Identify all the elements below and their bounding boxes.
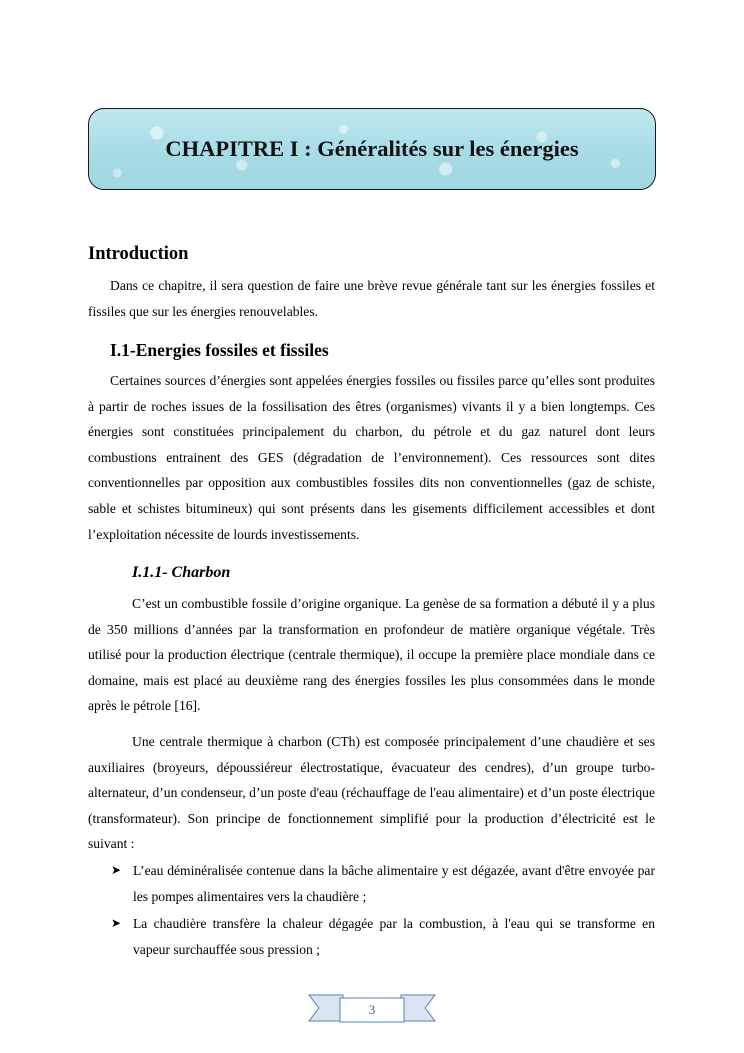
process-steps-list xyxy=(110,858,655,964)
page-number: 3 xyxy=(368,1002,376,1017)
arrow-bullet-icon: ➤ xyxy=(111,916,122,931)
list-item xyxy=(110,858,655,909)
charbon-paragraph-1 xyxy=(88,591,655,719)
charbon-text-2: Une centrale thermique à charbon (CTh) est composée principalement d’une chaudière et ses auxiliaires (broyeurs, dépoussiéreur électrostatique, évacuateur des cendres), d’un groupe turbo-alternateur, d’un condenseur, d’un poste d'eau (réchauffage de l'eau alimentaire) et d’un poste électrique (transformateur). Son principe de fonctionnement simplifié pour la production d’électricité est le suivant : xyxy=(88,734,655,852)
chapter-title-banner xyxy=(88,108,656,190)
section-paragraph-energies-fossiles xyxy=(88,368,655,547)
section-heading-energies-fossiles: I.1-Energies fossiles et fissiles xyxy=(110,340,329,360)
list-item xyxy=(110,911,655,962)
arrow-bullet-icon: ➤ xyxy=(111,863,122,877)
list-item-text: La chaudière transfère la chaleur dégagée par la combustion, à l'eau qui se transforme en vapeur surchauffée sous pression ; xyxy=(133,916,655,957)
subsection-heading-charbon: I.1.1- Charbon xyxy=(132,564,231,581)
charbon-text-1: C’est un combustible fossile d’origine organique. La genèse de sa formation a débuté il y a plus de 350 millions d’années par la transformation en profondeur de matière organique végétale. Très utilisé pour la production électrique (centrale thermique), il occupe la première place mondiale dans ce domaine, mais est placé au deuxième rang des énergies fossiles les plus consommées dans le monde après le pétrole [16]. xyxy=(88,596,655,714)
introduction-paragraph xyxy=(88,273,655,324)
chapter-title: CHAPITRE I : Généralités sur les énergies xyxy=(165,136,579,161)
charbon-paragraph-2 xyxy=(88,729,655,857)
introduction-text: Dans ce chapitre, il sera question de faire une brève revue générale tant sur les énergies fossiles et fissiles que sur les énergies renouvelables. xyxy=(88,278,655,319)
introduction-heading: Introduction xyxy=(88,244,189,264)
section-text-energies-fossiles: Certaines sources d’énergies sont appelées énergies fossiles ou fissiles parce qu’elles sont produites à partir de roches issues de la fossilisation des êtres (organismes) vivants il y a bien longtemps. Ces énergies sont constituées principalement du charbon, du pétrole et du gaz naturel dont leurs combustions entrainent des GES (dégradation de l’environnement). Ces ressources sont dites conventionnelles par opposition aux combustibles fossiles dits non conventionnelles (gaz de schiste, sable et schistes bitumineux) qui sont présents dans les gisements difficilement accessibles et dont l’exploitation nécessite de lourds investissements. xyxy=(88,373,655,542)
list-item-text: L’eau déminéralisée contenue dans la bâche alimentaire y est dégazée, avant d'être envoyée par les pompes alimentaires vers la chaudière ; xyxy=(133,863,655,904)
